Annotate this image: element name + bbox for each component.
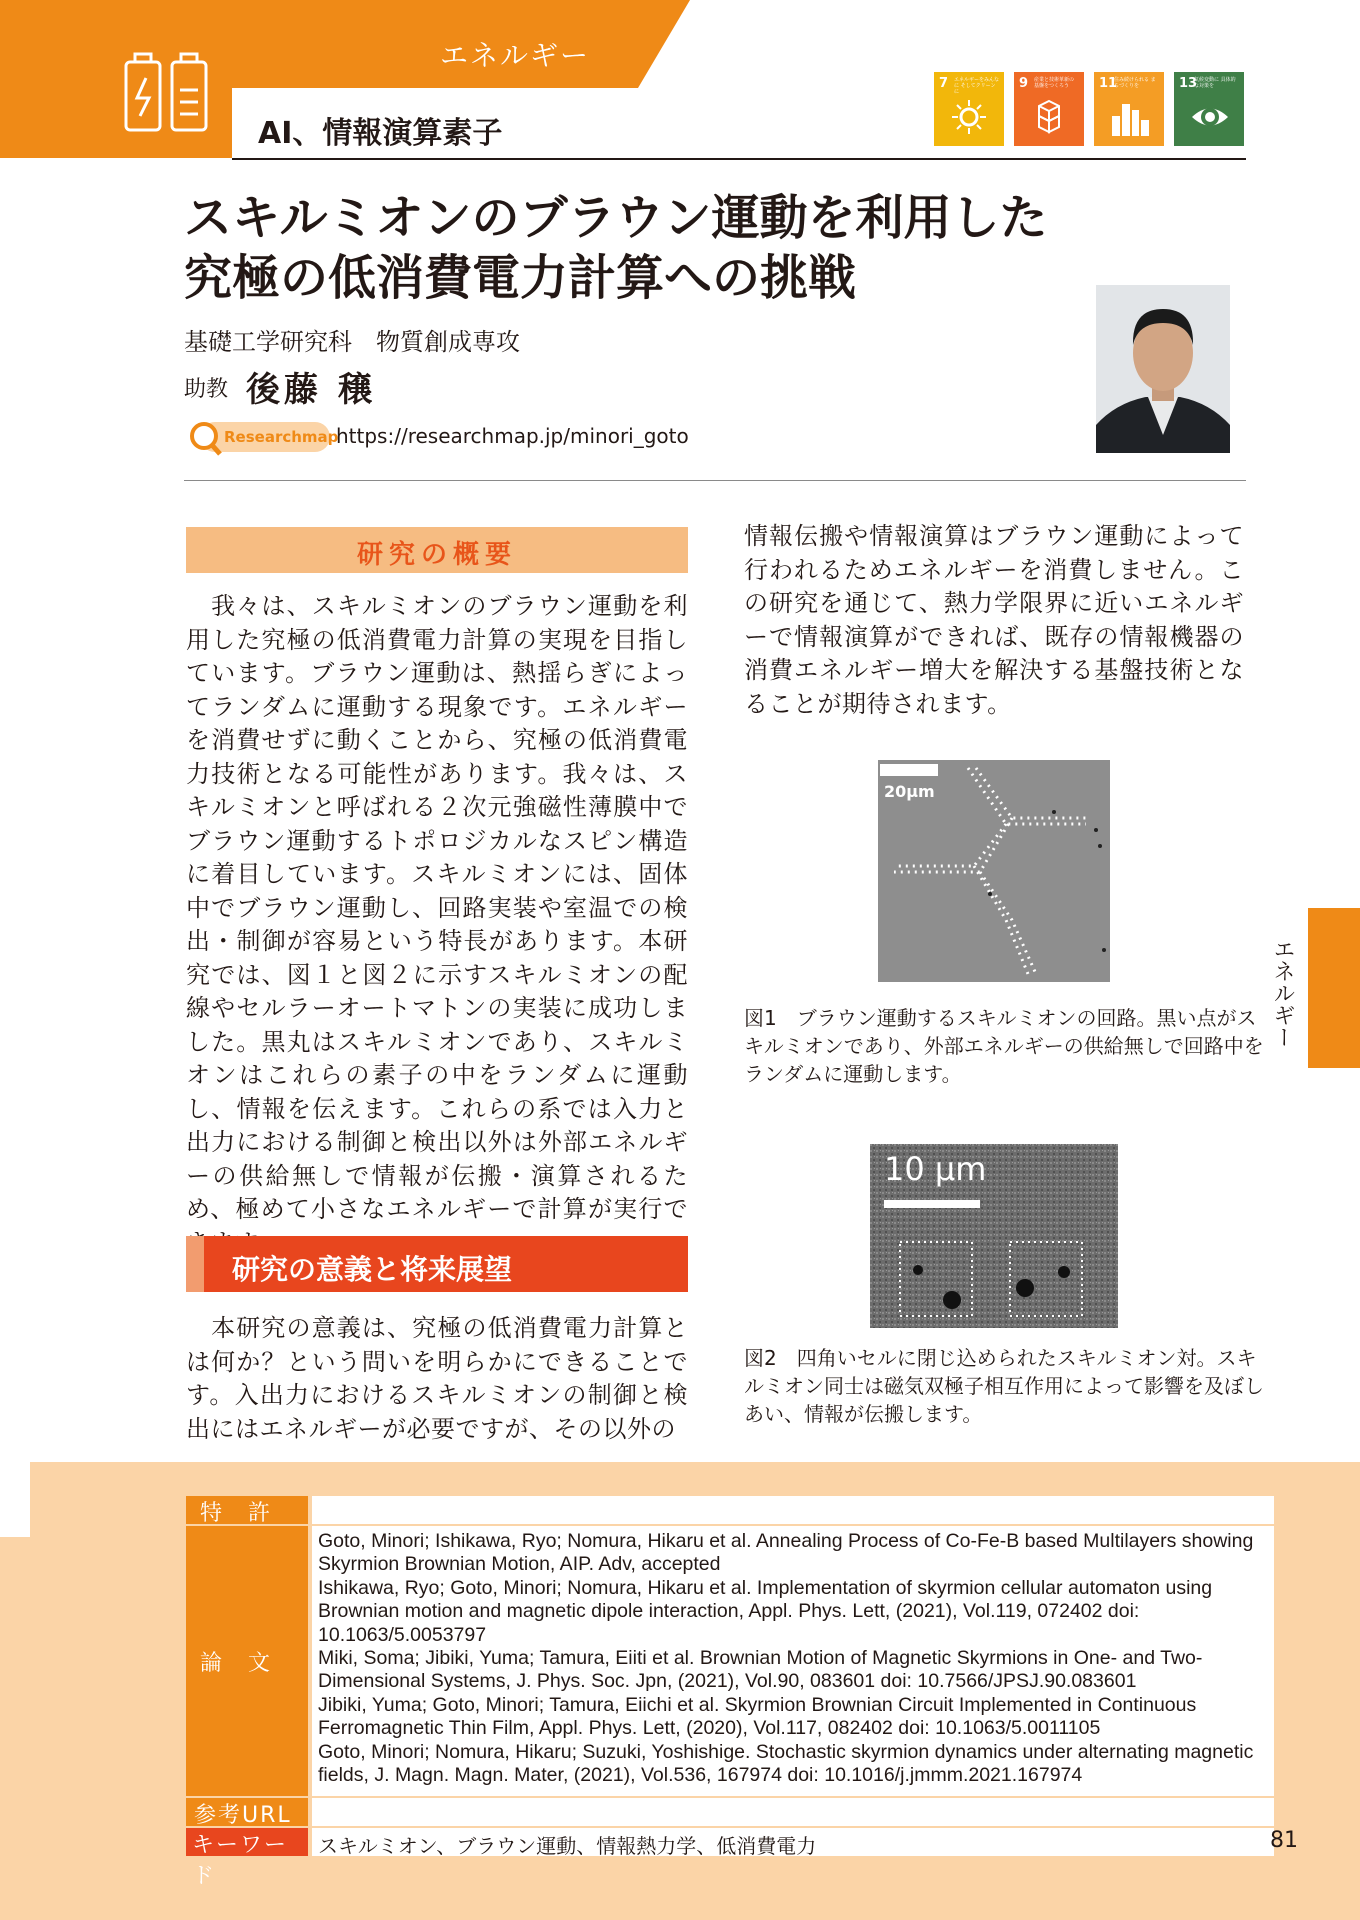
department: 基礎工学研究科 物質創成専攻 — [184, 328, 520, 356]
researcher-name: 後藤 穣 — [246, 370, 376, 410]
category-label: エネルギー — [440, 39, 591, 72]
city-icon — [1110, 98, 1150, 136]
significance-continued-text: 情報伝搬や情報演算はブラウン運動によって行われるためエネルギーを消費しません。この研究を通じて、熱力学限界に近いエネルギーで情報演算ができれば、既存の情報機器の消費エネルギー増大を解決する基盤技術となることが期待されます。 — [744, 522, 1244, 718]
header-rule — [232, 158, 1246, 160]
page-number: 81 — [1270, 1828, 1298, 1853]
page-title — [184, 188, 1104, 308]
paper-item: Jibiki, Yuma; Goto, Minori; Tamura, Eiichi et al. Skyrmion Brownian Circuit Implemented in Continuous Ferromagnetic Thin Film, Appl. Phys. Lett, (2020), Vol.117, 082402 doi: 10.1063/5.0011105 — [318, 1693, 1197, 1740]
figure-1-scale-bar — [880, 764, 938, 776]
title-line-1: スキルミオンのブラウン運動を利用した — [184, 190, 1048, 246]
reference-url-label: 参考URL — [186, 1798, 308, 1826]
eye-globe-icon — [1190, 98, 1230, 136]
title-divider — [184, 480, 1246, 481]
sdg-13-badge: 13 気候変動に 具体的な対策を — [1174, 72, 1244, 146]
researchmap-label: Researchmap — [224, 428, 339, 446]
subcategory-label: AI、情報演算素子 — [258, 116, 503, 151]
sdg-9-badge: 9 産業と技術革新の 基盤をつくろう — [1014, 72, 1084, 146]
section-heading-overview: 研究の概要 — [186, 527, 688, 573]
significance-text: 本研究の意義は、究極の低消費電力計算とは何か？という問いを明らかにできることです。入出力におけるスキルミオンの制御と検出にはエネルギーが必要ですが、その以外の — [186, 1314, 688, 1443]
researcher-rank: 助教 — [184, 377, 229, 402]
title-line-2: 究極の低消費電力計算への挑戦 — [184, 250, 857, 306]
researchmap-url[interactable]: https://researchmap.jp/minori_goto — [336, 424, 689, 448]
researchmap-badge[interactable] — [186, 418, 339, 458]
researcher-photo — [1096, 285, 1230, 453]
paper-label: 論 文 — [186, 1526, 308, 1796]
figure-2-scale-label: 10 μm — [884, 1150, 987, 1188]
patent-label: 特 許 — [186, 1496, 308, 1524]
overview-text: 我々は、スキルミオンのブラウン運動を利用した究極の低消費電力計算の実現を目指しています。ブラウン運動は、熱揺らぎによってランダムに運動する現象です。エネルギーを消費せずに動くことから、究極の低消費電力技術となる可能性があります。我々は、スキルミオンと呼ばれる２次元強磁性薄膜中でブラウン運動するトポロジカルなスピン構造に着目しています。スキルミオンには、固体中でブラウン運動し、回路実装や室温での検出・制御が容易という特長があります。本研究では、図１と図２に示すスキルミオンの配線やセルラーオートマトンの実装に成功しました。黒丸はスキルミオンであり、スキルミオンはこれらの素子の中をランダムに運動し、情報を伝えます。これらの系では入力と出力における制御と検出以外は外部エネルギーの供給無しで情報が伝搬・演算されるため、極めて小さなエネルギーで計算が実行で — [186, 592, 688, 1223]
section-heading-significance: 研究の意義と将来展望 — [186, 1236, 688, 1292]
figure-1-caption: 図1 ブラウン運動するスキルミオンの回路。黒い点がスキルミオンであり、外部エネルギーの供給無しで回路中をランダムに運動します。 — [744, 1006, 1264, 1086]
paper-list — [318, 1530, 1268, 1787]
figure-2-caption: 図2 四角いセルに閉じ込められたスキルミオン対。スキルミオン同士は磁気双極子相互作用によって影響を及ぼしあい、情報が伝搬します。 — [744, 1346, 1264, 1426]
figure-1-scale-label: 20μm — [884, 782, 935, 801]
paper-item: Miki, Soma; Jibiki, Yuma; Tamura, Eiiti et al. Brownian Motion of Magnetic Skyrmions in One- and Two-Dimensional Systems, J. Phys. Soc. Jpn, (2021), Vol.90, 083601 doi: 10.7566/JPSJ.90.083601 — [318, 1647, 1203, 1693]
footer-notch — [0, 1462, 30, 1537]
figure-2-scale-bar — [884, 1200, 980, 1208]
paper-item: Goto, Minori; Nomura, Hikaru; Suzuki, Yoshishige. Stochastic skyrmion dynamics under alternating magnetic fields, J. Magn. Magn. Mater, (2021), Vol.536, 167974 doi: 10.1016/j.jmmm.2021.167974 — [318, 1740, 1254, 1787]
reference-url-value — [312, 1798, 1274, 1826]
side-tab-label: エネルギー — [1270, 938, 1295, 1048]
side-tab — [1308, 908, 1360, 1068]
paper-item: Ishikawa, Ryo; Goto, Minori; Nomura, Hikaru et al. Implementation of skyrmion cellular automaton using Brownian motion and magnetic dipole interaction, Appl. Phys. Lett, (2021), Vol.119, 072402 doi: 10.1063/5.0053797 — [318, 1576, 1213, 1646]
sdg-7-badge: 7 エネルギーをみんなに そしてクリーンに — [934, 72, 1004, 146]
keyword-label: キーワード — [186, 1828, 308, 1856]
cubes-icon — [1030, 98, 1068, 136]
patent-value — [312, 1496, 1274, 1524]
sun-icon — [950, 98, 988, 136]
sdg-11-badge: 11 住み続けられる まちづくりを — [1094, 72, 1164, 146]
battery-icon — [122, 50, 212, 134]
keyword-value: スキルミオン、ブラウン運動、情報熱力学、低消費電力 — [318, 1834, 817, 1858]
paper-item: Goto, Minori; Ishikawa, Ryo; Nomura, Hikaru et al. Annealing Process of Co-Fe-B based Multilayers showing Skyrmion Brownian Motion, AIP. Adv, accepted — [318, 1530, 1254, 1576]
